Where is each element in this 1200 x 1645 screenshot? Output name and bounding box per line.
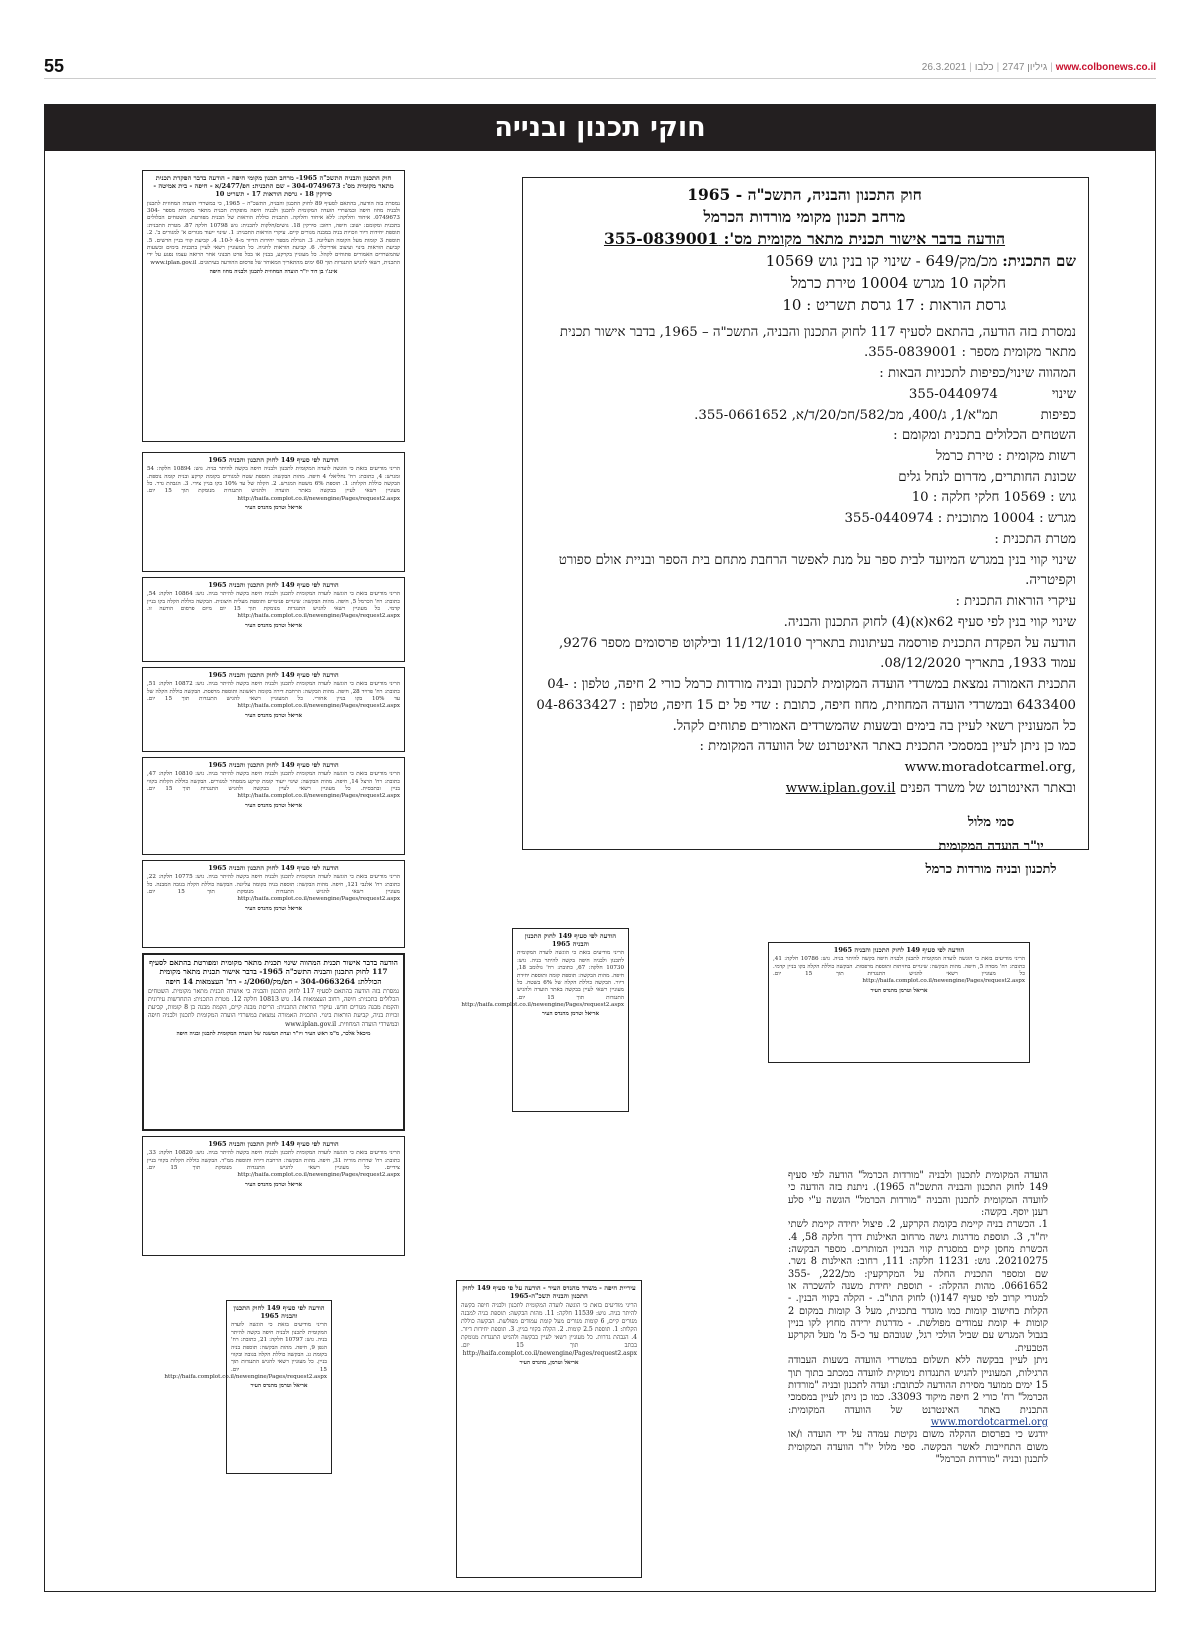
main-notice [522,177,1089,878]
publication-name: כלבו [974,62,994,73]
notice-body: הריני מודיעים בזאת כי הוגשה לועדה המקומית לתכנון ולבניה חיפה בקשה להיתר בניה. גוש: 10786 חלקה: 41, כתובת: רח' מסדה 5, חיפה. מהות הבקשה: שינויים בחזיתות ותוספת מרפסות. הבקשה כוללת הקלה בקו בניין קדמי. כל מעוניין רשאי להגיש התנגדות תוך 15 יום. http://haifa.complot.co.il/newengine/Pages/request2.aspx [773,956,1025,985]
notice-body: נמסרת בזה הודעה בהתאם לסעיף 117 לחוק התכנון והבניה כי אושרה תכנית מתאר מקומית. השטחים הכלולים בתכנית: חיפה, רחוב העצמאות 14. גוש 10813 חלקה 12. מטרת התכנית: התחדשות עירונית והקמת מבנה מגורים חדש. עיקרי הוראות התכנית: הריסת מבנה קיים, הקמת מבנה בן 8 קומות, קביעת זכויות בניה, קביעת הוראות בינוי. התכנית האמורה נמצאת במשרדי הועדה המקומית לתכנון ולבניה חיפה ובמשרדי הועדה המחוזית. www.iplan.gov.il [148,987,399,1028]
notice-body: נמסרת בזה הודעה, בהתאם לסעיף 89 לחוק התכנון והבניה, התשכ"ה – 1965, כי במשרדי הועדה המחוזית לתכנון ולבניה מחוז חיפה ובמשרדי הועדה המקומית לתכנון ולבניה חיפה מופקדת תכנית מתאר מקומית מספר 304-0749673. איחוד וחלוקה: ללא איחוד וחלוקה. התכנית כוללת הוראות של תכנית מפורטת. השטחים הכלולים בתכנית ומקומם: ישוב: חיפה, רחוב: סירקין 18. גושים/חלקות לתכנית: גוש 10798 חלקה 87. מטרת התכנית: תוספת יחידות דיור וזכויות בניה במבנה מגורים קיים. עיקרי הוראות התכנית: 1. שינוי ייעוד מגורים א' למגורים ב'. 2. תוספת 3 קומות מעל הקומה העליונה. 3. הגדלת מספר יחידות הדיור מ-4 ל-10. 4. קביעת קווי בניין חדשים. 5. קביעת הוראות בינוי ועיצוב אדריכלי. 6. קביעת הוראות לחניה. כל המעוניין רשאי לעיין בתכנית בימים ובשעות שהמשרדים האמורים פתוחים לקהל. כל מעוניין בקרקע, בבנין או בכל פרט תכנוני אחר הרואה עצמו נפגע על ידי התכנית, רשאי להגיש התנגדות תוך 60 ימים מהתאריך המאוחר של פרסום ההודעה בעיתונים. www.iplan.gov.il [147,200,401,266]
notice-heading: הודעה בדבר אישור תכנית מתאר מקומית מס': 355-0839001 [603,229,1006,248]
notice-moradot-carmel [788,1170,1048,1580]
notice-title: הודעה לפי סעיף 149 לחוק התכנון והבניה 1965 [233,1304,325,1321]
main-points: שינוי קווי בנין לפי סעיף 62א(א)(4) לחוק התכנון והבניה. [783,614,1076,630]
offices: התכנית האמורה נמצאת במשרדי הועדה המקומית לתכנון ובניה מורדות כרמל כורי 2 חיפה, טלפון : 04-6433400 ובמשרדי הועדה המחוזית, מחוז חיפה, כתובת : שדי פל ים 15 חיפה, טלפון : 04-8633427 [536,677,1076,713]
notice-signature: מיכאל אלכר, מ"מ ראש העיר ויו"ר ועדת המשנה של הועדה המקומית לתכנון ובניה חיפה [176,1030,371,1037]
notice-signature: אריאל וטרמן מהנדס העיר [245,1181,302,1188]
notice-permit-6 [142,1136,405,1256]
neighborhood: שכונת החותרים, מדרום לנחל גלים [898,469,1076,485]
notice-body: הריני מודיעים בזאת כי הוגשה לועדה המקומית לתכנון ולבניה חיפה בקשה להיתר בניה. גוש: 10894 חלקה: 54 ומגרש: 4, כתובת: רח' נחליאלי 4 חיפה. מהות הבקשה: תוספת שטח למגורים בקומת קרקע ובנית קומה נוספת. הבקשה כוללת הקלות: 1. תוספת 6% משטח המגרש. 2. הקלה של עד 10% בקו בניין צידי. 3. הגבהת גדר. כל מעוניין רשאי לעיין בבקשה באתר הועדה ולהגיש התנגדות מנומקת תוך 15 יום. http://haifa.complot.co.il/newengine/Pages/request2.aspx [147,466,400,502]
issue: גיליון 2747 [1002,62,1048,73]
notice-body: הריני מודיעים בזאת כי הוגשה לועדה המקומית לתכנון ולבניה חיפה בקשה להיתר בניה. גוש: 10797 חלקה: 21, כתובת: רח' הגפן 9, חיפה. מהות הבקשה: תוספת בניה בקומת גג. הבקשה כוללת הקלה בגובה ובקווי בניין. כל מעוניין רשאי להגיש התנגדות תוך 15 יום. http://haifa.complot.co.il/newengine/Pages/request2.aspx [164,1322,328,1381]
notice-title: הודעה לפי סעיף 149 לחוק התכנון והבניה 1965 [208,1140,339,1148]
public-access: כל המעוניין רשאי לעיין בה בימים ובשעות שהמשרדים האמורים פתוחים לקהל. [672,718,1076,734]
notice-permit-7 [461,928,629,1112]
notice-spacer [226,1478,332,1484]
notice-signature: אריאל וטרמן מהנדס העיר [250,1383,308,1390]
ezra-p1: הועדה המקומית לתכנון ולבניה "מורדות הכרמל" הודעה לפי סעיף 149 לחוק התכנון והבניה התשכ"ה 1965). ניתנת בזה הודעה כי לוועדה המקומית לתכנון והבניה "מורדות הכרמל" הוגשה ע"י סלע רענן יוסף. בקשה: [788,1170,1048,1219]
notice-permit-1 [142,452,405,572]
site-link[interactable]: www.colbonews.co.il [1055,62,1156,73]
notice-title: הודעה לפי סעיף 149 לחוק התכנון והבניה 1965 [208,581,339,589]
areas-label: השטחים הכלולים בתכנית ומקומם : [893,428,1076,444]
notice-title: חוק התכנון והבניה התשכ"ה 1965- מרחב תכנון מקומי חיפה - הודעה בדבר הפקדת תכנית מתאר מקומית מס': 304-0749673 - שם התכנית: חפ/2477/א - חיפה - בית אמיטה - סירקין 18 - גרסת הוראות 17 - תשריט 10 [153,174,394,199]
notice-body: הריני מודיעים בזאת כי הוגשה לועדה המקומית לתכנון ולבניה חיפה בקשה להיתר בניה. גוש: 10864 חלקה: 54, כתובת: רח' הכרמל 5, חיפה. מהות הבקשה: שינויים פנימיים ותוספת מעלית חיצונית. הבקשה כוללת הקלה בקו בניין קדמי. כל מעוניין רשאי להגיש התנגדות מנומקת תוך 15 יום מיום פרסום הודעה זו. http://haifa.complot.co.il/newengine/Pages/request2.aspx [147,591,400,620]
notice-divider [512,1118,629,1122]
notice-body: הריני מודיעים בזאת כי הוגשה לועדה המקומית לתכנון ולבניה חיפה בקשה להיתר בניה. גוש: 10810 חלקה: 47, כתובת: רח' הרצל 14, חיפה. מהות הבקשה: שינוי ייעוד קומת קרקע ממסחר למגורים. הבקשה כוללת הקלות בקווי בניין ובתכסית. כל מעוניין רשאי לעיין בבקשה ולהגיש התנגדות תוך 15 יום. http://haifa.complot.co.il/newengine/Pages/request2.aspx [147,771,400,800]
notice-title: הודעה בדבר אישור תכנית המהווה שינוי תכנית מתאר מקומית ומפורטת בהתאם לסעיף 117 לחוק התכנון והבניה התשכ"ה 1965- בדבר אישור תכנית מתאר מקומית הכוללת: 304-0663264 - חפ/מק/2060/ג - רח' העצמאות 14 חיפה [149,958,398,986]
notice-haifa-deposit [142,170,405,442]
signature-block [906,811,1076,881]
internet-access: כמו כן ניתן לעיין במסמכי התכנית באתר האינטרנט של הוועדה המקומית : [699,739,1076,755]
notice-title: הודעה לפי סעיף 149 לחוק התכנון והבניה 1965 [833,946,965,954]
url-moradot[interactable]: www.moradotcarmel.org, [904,759,1076,775]
notice-body: הריני מודיעים בזאת כי הוגשה לועדה המקומית לתכנון ולבניה חיפה בקשה להיתר בניה. גוש: 10730 חלקה: 67, כתובת: רח' גולומב 18, חיפה. מהות הבקשה: תוספת קומה ותוספת יחידת דיור. הבקשה כוללת הקלה של 6% בשטח. כל מעוניין רשאי לעיין בבקשה באתר הועדה ולהגיש התנגדות תוך 15 יום. http://haifa.complot.co.il/newengine/Pages/request2.aspx [461,950,625,1009]
notice-signature: אריאל וטרמן מהנדס העיר [245,712,302,719]
notice-body: הריני מודיעים בזאת כי הוגשה לועדה המקומית לתכנון ולבניה חיפה בקשה להיתר בניה. גוש: 10775 חלקה: 22, כתובת: רח' אלנבי 121, חיפה. מהות הבקשה: תוספת בניה בקומה עליונה. הבקשה כוללת הקלה בגובה המבנה. כל מעוניין רשאי להגיש התנגדות מנומקת תוך 15 יום. http://haifa.complot.co.il/newengine/Pages/request2.aspx [147,874,400,903]
notice-body: הריני מודיעים בזאת כי הוגשה לועדה המקומית לתכנון ולבניה חיפה בקשה להיתר בניה. גוש: 10820 חלקה: 33, כתובת: רח' שדרות מוריה 31, חיפה. מהות הבקשה: הרחבת דירה ותוספת ממ"ד. הבקשה כוללת הקלות בקווי בניין צידיים. כל מעוניין רשאי להגיש התנגדות מנומקת תוך 15 יום. http://haifa.complot.co.il/newengine/Pages/request2.aspx [147,1150,400,1179]
plan-name-2: חלקה 10 מגרש 10004 טירת כרמל [790,274,1006,293]
notice-permit-9 [164,1300,332,1474]
signer-title-1: יו"ר הועדה המקומית [938,838,1044,854]
notice-signature: אינג'ו בן דוד יו"ר הועדה המחוזית לתכנון ולבניה מחוז חיפה [209,269,338,276]
notice-permit-8 [768,942,1030,1063]
change-label: שינוי [1051,386,1076,402]
plan-name-label: שם התכנית: [1002,252,1076,270]
subject-label: כפיפות [1040,407,1076,423]
notice-signature: אריאל וטרמן מהנדס העיר [245,622,302,629]
notice-title: הודעה לפי סעיף 149 לחוק התכנון והבניה 1965 [208,761,339,769]
ezra-p4: יודגש כי בפרסום ההקלה משום נקיטת עמדה על ידי הועדה ו/או משום התחייבות לאשר הבקשה. ספי מלול יו"ר הוועדה המקומית לתכנון ובניה "מורדות הכרמל" [788,1429,1048,1465]
notice-title: הודעה לפי סעיף 149 לחוק התכנון והבניה 1965 [524,932,617,949]
notice-body [788,1170,1048,1466]
subject-value: תמ"א/1, ג/400, מכ/582/חכ/20/ד/א, 355-0661652. [694,407,998,423]
notice-title: הודעה לפי סעיף 149 לחוק התכנון והבניה 1965 [208,864,339,872]
plan-version: גרסת הוראות : 17 גרסת תשריט : 10 [782,296,1006,315]
notice-permit-4 [142,757,405,855]
change-value: 355-0440974 [908,386,998,402]
notice-body: הריני מודיעים בזאת כי הוגשה לועדה המקומית לתכנון ולבניה חיפה בקשה להיתר בניה. גוש: 11539 חלקה: 11. מהות הבקשה: תוספת בניה למבנה מגורים קיים, 6 קומות מגורים מעל קומת עמודים מפולשת. הבקשה כוללת הקלות: 1. תוספת 2.5 קומות. 2. הקלה בקווי בניין. 3. תוספת יחידות דיור. 4. הגבהת גדרות. כל מעוניין רשאי לעיין בבקשה ולהגיש התנגדות מנומקת בכתב תוך 15 יום. http://haifa.complot.co.il/newengine/Pages/request2.aspx [461,1302,638,1357]
notice-haifa-approval [142,953,405,1131]
section-title: חוקי תכנון ובנייה [45,105,1155,151]
notice-permit-2 [142,577,405,662]
goal-label: מטרת התכנית : [994,531,1076,547]
notice-permit-3 [142,667,405,752]
ezra-url[interactable]: www.mordotcarmel.org [930,1416,1048,1428]
subject-row [533,406,1076,427]
notice-title: הודעה לפי סעיף 149 לחוק התכנון והבניה 1965 [208,456,339,464]
page-number: 55 [44,56,65,76]
notice-haifa-engineer [456,1280,642,1578]
goal: שינוי קווי בנין במגרש המיועד לבית ספר על מנת לאפשר הרחבת מתחם בית הספר ובניית אולם ספורט וקפיטריה. [558,552,1076,589]
signer-title-2: לתכנון ובניה מורדות כרמל [925,862,1057,878]
notice-law: חוק התכנון והבניה, התשכ"ה - 1965 [687,185,922,204]
iplan-line [533,779,1076,800]
block-parcel: גוש : 10569 חלקי חלקה : 10 [911,490,1076,506]
main-points-label: עיקרי הוראות התכנית : [955,594,1076,610]
plan-name-value: מכ/מק/649 - שינוי קו בנין גוש 10569 [765,252,998,270]
date: 26.3.2021 [921,62,967,73]
notice-intro: נמסרת בזה הודעה, בהתאם לסעיף 117 לחוק התכנון והבניה, התשכ"ה – 1965, בדבר אישור תכנית מתאר מקומית מספר : 355-0839001. [559,324,1076,361]
notice-signature: אריאל וטרמן, מהנדס העיר [519,1359,579,1366]
url-iplan[interactable]: www.iplan.gov.il [785,780,896,796]
change-row [533,385,1076,406]
masthead: 26.3.2021 | גיליון 2747|כלבו | www.colbonews.co.il [921,62,1156,73]
ezra-p3: ניתן לעיין בבקשה ללא תשלום במשרדי הוועדה בשעות העבודה הרגילות, המעוניין להגיש התנגדות נימוקית לוועדה במכתב בתוך תוך 15 ימים ממועד מסירת ההודעה לכתובת: ועדה לתכנון ובניה "מורדות הכרמל" רח' כורי 2 חיפה מיקוד 33093. כמו כן ניתן לעיין במסמכי התכנית באתר האינטרנט של הוועדה המקומית: [788,1355,1048,1416]
notice-signature: אריאל וטרמן מהנדס העיר [870,987,928,994]
notice-signature: אריאל וטרמן מהנדס העיר [245,905,302,912]
notice-district: מרחב תכנון מקומי מורדות הכרמל [703,207,906,226]
notice-permit-5 [142,860,405,948]
plan-name [533,250,1076,272]
ezra-p2: 1. הכשרת בניה קיימת בקומת הקרקע, 2. פיצול יחידה קיימת לשתי יח"ד, 3. תוספת מדרגות גישה מרחוב האילנות דרך חלקה 58, 4. הכשרת מחסן קיים במסגרת קווי הבניין המותרים. מספר הבקשה: 20210275. גוש: 11231 חלקה: 111, רחוב: האילנות 8 נשר. שם ומספר התכנית החלה על המקרקעין: מכ/222, 355-0661652. מהות ההקלה: - תוספת יחידת משנה להשכרה או למגורי קרוב לפי סעיף 147(ו) לחוק התו"ב. - הקלה בקווי הבנין. - הקלות בחישוב קומות כמו מוגדר בתכנית, מעל 3 קומות במקום 2 קומות + קומת עמודים מפולשת. - מדרגות ירידה מחוץ לקו בניין בגבול המגרש עם שביל הולכי רגל, שגובהם עד כ-5 מ' מעל הקרקע הטבעית. [788,1219,1049,1354]
lot: מגרש : 10004 מתוכנית : 355-0440974 [844,511,1076,527]
header-rule [44,78,1156,79]
signer-name: סמי מלול [967,815,1015,831]
authority: רשות מקומית : טירת כרמל [935,448,1076,464]
notice-body: הריני מודיעים בזאת כי הוגשה לועדה המקומית לתכנון ולבניה חיפה בקשה להיתר בניה. גוש: 10872 חלקה: 51, כתובת: רח' פרויד 28, חיפה. מהות הבקשה: הרחבת דירה בקומה ראשונה ותוספת מרפסת. הבקשה כוללת הקלה של עד 10% בקו בניין אחורי. כל המעוניין רשאי להגיש התנגדות תוך 15 יום. http://haifa.complot.co.il/newengine/Pages/request2.aspx [147,681,400,710]
notice-title: הודעה לפי סעיף 149 לחוק התכנון והבניה 1965 [208,671,339,679]
notice-signature: אריאל וטרמן מהנדס העיר [245,802,302,809]
deposit-notice: הודעה על הפקדת התכנית פורסמה בעיתונות בתאריך 11/12/1010 ובילקוט פרסומים מספר 9276, עמוד 1933, בתאריך 08/12/2020. [559,635,1076,672]
notice-signature: אריאל וטרמן מהנדס העיר [542,1011,599,1018]
relation-label: המהווה שינוי/כפיפות לתכניות הבאות : [879,366,1076,382]
notice-signature: אריאל וטרמן מהנדס העיר [245,505,302,512]
notice-title: עיריית חיפה - משרד מהנדס העיר - הודעה על פי סעיף 149 לחוק התכנון והבניה תשכ"ה-1965 [462,1284,636,1301]
iplan-prefix: ובאתר האינטרנט של משרד הפנים [899,780,1076,796]
